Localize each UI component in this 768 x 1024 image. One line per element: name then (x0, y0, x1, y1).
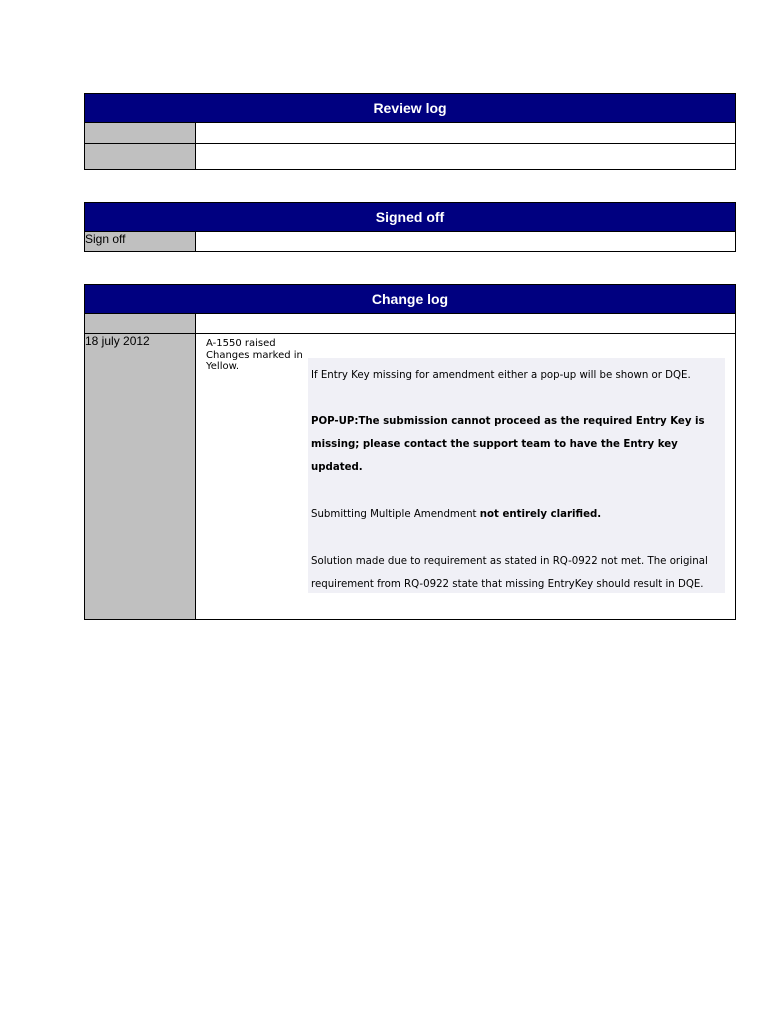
entry-key-text: If Entry Key missing for amendment either a pop-up will be shown or DQE. (311, 370, 691, 381)
solution-text-line: requirement from RQ-0922 state that missing EntryKey should result in DQE. (311, 579, 704, 590)
change-log-entry-row (85, 334, 736, 620)
popup-text-line: POP-UP:The submission cannot proceed as the required Entry Key is (311, 416, 705, 427)
multiple-amendment-text (311, 509, 601, 520)
change-log-title: Change log (85, 285, 736, 314)
popup-text-line: updated. (311, 462, 363, 473)
multiple-amendment-bold: not entirely clarified. (479, 509, 602, 520)
change-log-value-cell (196, 314, 736, 334)
review-log-value-cell (196, 123, 736, 144)
solution-text-line: Solution made due to requirement as stated in RQ-0922 not met. The original (311, 556, 708, 567)
change-log-label-cell (85, 314, 196, 334)
change-note-line: Yellow. (206, 361, 240, 372)
change-date: 18 july 2012 (85, 334, 196, 620)
review-log-label-cell (85, 123, 196, 144)
change-detail-block (308, 358, 725, 593)
multiple-amendment-prefix: Submitting Multiple Amendment (311, 509, 480, 520)
table-row (85, 232, 736, 252)
change-log-table (84, 284, 736, 620)
change-description-cell (196, 334, 736, 620)
table-row (85, 144, 736, 170)
signed-off-table (84, 202, 736, 252)
change-note-line: Changes marked in (206, 349, 303, 361)
table-row (85, 314, 736, 334)
sign-off-value (196, 232, 736, 252)
review-log-value-cell (196, 144, 736, 170)
review-log-label-cell (85, 144, 196, 170)
change-note-line: A-1550 raised (206, 338, 276, 349)
table-row (85, 123, 736, 144)
signed-off-title: Signed off (85, 203, 736, 232)
review-log-title: Review log (85, 94, 736, 123)
sign-off-label: Sign off (85, 232, 196, 252)
review-log-table (84, 93, 736, 170)
popup-text-line: missing; please contact the support team to have the Entry key (311, 439, 678, 450)
change-note (206, 338, 316, 373)
